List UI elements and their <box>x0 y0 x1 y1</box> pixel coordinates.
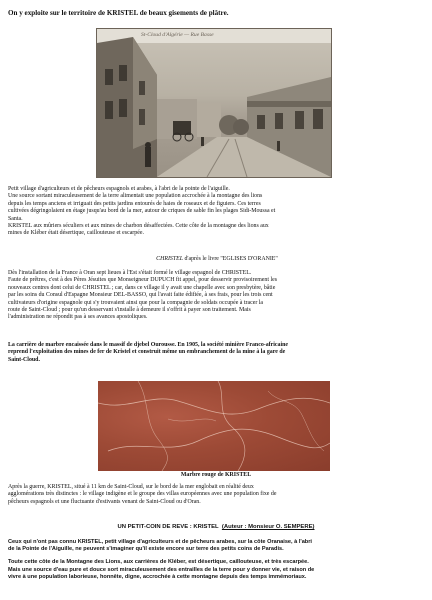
street-scene-illustration <box>97 29 331 177</box>
section-subtitle <box>0 524 432 530</box>
book-ref-text: d'après le livre "EGLISES D'ORANIE" <box>183 256 278 262</box>
closing-line: de la Pointe de l'Aiguille, ne peuvent s'imaginer qu'il existe encore sur terre des petits coins de Paradis. <box>8 546 284 553</box>
intro-line: Une source sortant miraculeusement de la terre alimentait une population accrochée à la montagne des lions <box>8 193 263 200</box>
history-line: l'administration ne répondit pas à ses avances apostoliques. <box>8 314 148 321</box>
history-line: par les soins du Consul d'Espagne Monsieur DEL-BASSO, qui l'avait faite édifiée, à ses frais, pour les trois cent <box>8 292 273 299</box>
war-line: pêcheurs espagnols et une fluctuante d'estivants venant de Saint-Cloud ou d'Oran. <box>8 498 201 505</box>
intro-line: cultivées dégringolaient en étage jusqu'au bord de la mer, autour de criques de sable fin les plages Sidi-Moussa et <box>8 208 276 215</box>
marble-caption: Marbre rouge de KRISTEL <box>180 472 252 478</box>
intro-line: Santa. <box>8 215 23 222</box>
closing-line: Toute cette côte de la Montagne des Lions, aux carrières de Kléber, est désertique, caillouteuse, et très escarpée. <box>8 559 309 566</box>
history-paragraph <box>8 270 426 322</box>
quarry-line: La carrière de marbre encaissée dans le massif de djebel Ourousse. En 1905, la société minière Franco-africaine <box>8 342 288 348</box>
history-line: Faute de prêtres, c'est à des Pères Jésuites que Monseigneur DUPUCH fit appel, pour desservir provisoirement les <box>8 277 278 284</box>
history-line: route de Saint-Cloud ; pour qu'un desservant s'installe à demeure il s'offrit à payer son traitement. Mais <box>8 307 251 314</box>
quarry-line: Saint-Cloud. <box>8 356 40 363</box>
intro-paragraph <box>8 186 426 238</box>
marble-veins <box>98 381 330 471</box>
quarry-line: reprend l'exploitation des mines de fer de Kristel et construit même un embranchement de la mine à la gare de <box>8 349 286 356</box>
war-paragraph <box>8 484 426 506</box>
intro-line: depuis les temps anciens et irriguait des petits jardins entourés de haies de roseaux et de figuiers. Ces terres <box>8 200 261 207</box>
photo-caption: St-Cloud d'Algérie — Rue Basse <box>141 32 214 38</box>
subtitle-author: (Auteur : Monsieur O. SEMPERE) <box>221 524 315 530</box>
street-photo <box>96 28 332 178</box>
closing-paragraph <box>8 539 426 581</box>
quarry-paragraph <box>8 342 426 364</box>
war-line: Après la guerre, KRISTEL, situé à 11 km de Saint-Cloud, sur le bord de la mer englobait en réalité deux <box>8 484 254 490</box>
war-line: agglomérations très distinctes : le village indigène et le groupe des villas européennes avec une population fixe de <box>8 491 277 498</box>
red-marble-photo <box>98 381 330 471</box>
closing-line: vivre à une population laborieuse, honnête, digne, accrochée à cette montagne depuis des temps immémoriaux. <box>8 573 307 580</box>
intro-line: KRISTEL aux mûriers séculiers et aux mines de charbon désaffectées. Cette côte de la montagne des lions aux <box>8 223 269 230</box>
intro-line: mines de Kléber était désertique, caillouteuse et escarpée. <box>8 230 144 237</box>
history-line: cultivateurs d'origine espagnole qui s'y trouvaient ainsi que pour la compagnie de soldats occupée à tracer la <box>8 299 264 306</box>
closing-line: Mais une source d'eau pure et douce sort miraculeusement des entrailles de la terre pour y donner vie, et raison de <box>8 566 315 573</box>
intro-line: Petit village d'agriculteurs et de pêcheurs espagnols et arabes, à l'abri de la pointe de l'aiguille. <box>8 186 230 192</box>
closing-line: Ceux qui n'ont pas connu KRISTEL, petit village d'agriculteurs et de pêcheurs arabes, sur la côte Oranaise, à l'abri <box>8 539 312 545</box>
book-reference <box>8 256 426 263</box>
history-line: nouveaux centres dont celui de CHRISTEL ; car, dans ce village il y avait une chapelle avec son presbytère, bâtie <box>8 284 276 291</box>
page-heading: On y exploite sur le territoire de KRISTEL de beaux gisements de plâtre. <box>8 9 229 17</box>
history-line: Dès l'installation de la France à Oran sept lieues à l'Est s'était formé le village espagnol de CHRISTEL. <box>8 270 252 276</box>
subtitle-title: UN PETIT-COIN DE REVE : KRISTEL <box>117 524 219 530</box>
book-ref-name: CHRISTEL <box>156 256 184 262</box>
